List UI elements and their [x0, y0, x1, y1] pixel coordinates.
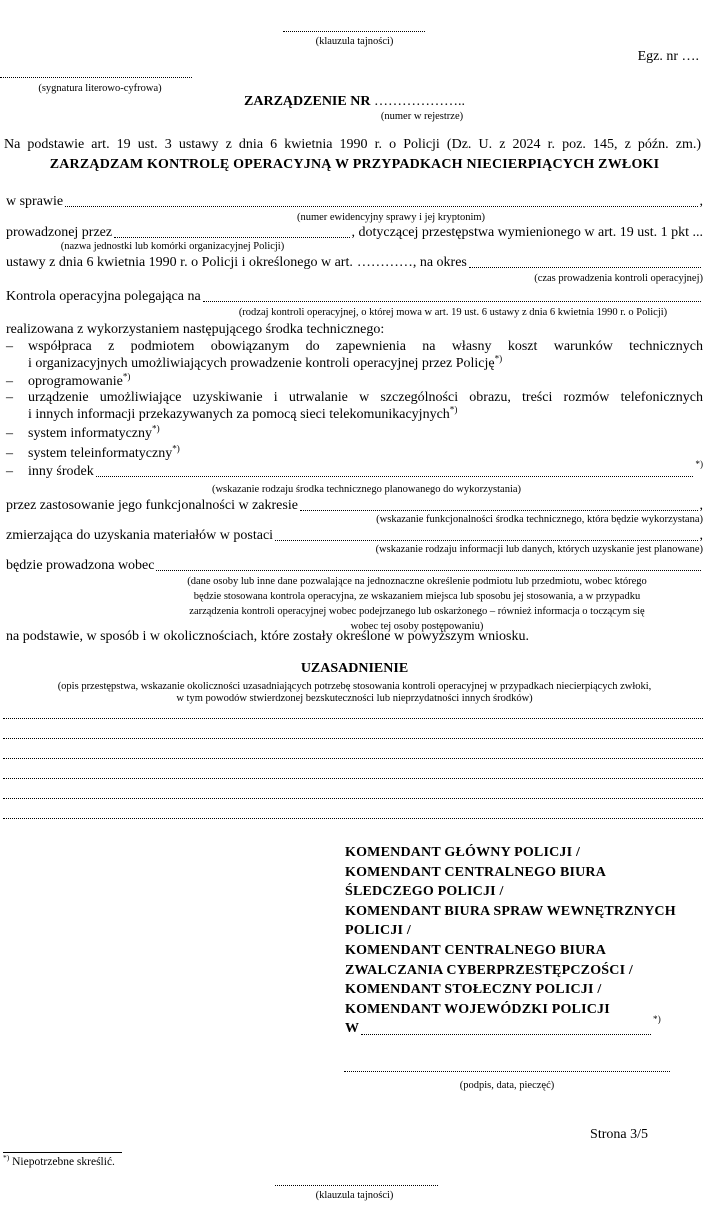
asterisk-mark: *) — [695, 459, 703, 469]
copy-number: Egz. nr …. — [637, 49, 699, 64]
fill-line — [3, 799, 703, 819]
signature-code-fill-line — [0, 77, 192, 78]
basis-closing: na podstawie, w sposób i w okolicznościach, które zostały określone w powyższym wniosku. — [6, 629, 529, 644]
page-number: Strona 3/5 — [590, 1127, 648, 1142]
dash-bullet: – — [6, 390, 13, 405]
means-teleinf-system: system teleinformatyczny — [28, 446, 173, 461]
case-label: w sprawie — [6, 194, 64, 209]
functionality-fill-line — [300, 510, 698, 511]
justification-fill-lines — [3, 699, 703, 819]
legal-basis: Na podstawie art. 19 ust. 3 ustawy z dnia 6 kwietnia 1990 r. o Policji (Dz. U. z 2024 r. poz. 145, z późn. zm.) — [4, 137, 701, 152]
signature-code-label: (sygnatura literowo-cyfrowa) — [38, 83, 162, 94]
act-period-fill-line — [469, 267, 701, 268]
functionality-hint: (wskazanie funkcjonalności środka technicznego, która będzie wykorzystana) — [376, 514, 703, 525]
signer-line: ŚLEDCZEGO POLICJI / — [345, 884, 504, 900]
materials-hint: (wskazanie rodzaju informacji lub danych, których uzyskanie jest planowane) — [375, 544, 703, 555]
act-article-row — [6, 255, 703, 271]
means-item-device — [6, 390, 703, 424]
means-other-label: inny środek — [28, 464, 94, 479]
act-period-label: , na okres — [412, 255, 467, 270]
asterisk-mark: *) — [172, 443, 180, 454]
materials-fill-line — [275, 540, 697, 541]
signer-location-fill-line — [361, 1034, 651, 1035]
justification-title: UZASADNIENIE — [300, 661, 409, 676]
means-item-teleinf-system — [6, 443, 703, 462]
fill-line — [3, 699, 703, 719]
means-other-fill-line — [96, 476, 694, 477]
signature-hint: (podpis, data, pieczęć) — [459, 1080, 555, 1091]
means-device-line1: urządzenie umożliwiające uzyskiwanie i utrwalanie w szczególności obrazu, treści rozmów telefonicznych — [28, 390, 703, 405]
subject-row — [6, 558, 703, 574]
signer-line: KOMENDANT BIURA SPRAW WEWNĘTRZNYCH — [345, 903, 676, 919]
subject-hint: (dane osoby lub inne dane pozwalające na jednoznaczne określenie podmiotu lub przedmiotu, wobec którego będzie stosowana kontrola operacyjna, ze wskazaniem miejsca lub sposobu jej stosowania, a w przypadku zarządzenia kontroli operacyjnej wobec podejrzanego lub oskarżonego – również informacja o toczącym się wobec tej osoby postępowaniu) — [187, 576, 647, 632]
means-device-line2: i innych informacji przekazywanych za pomocą sieci telekomunikacyjnych*) — [28, 404, 458, 422]
classification-fill-line-bottom — [275, 1185, 438, 1186]
asterisk-mark: *) — [122, 371, 131, 382]
functionality-comma: , — [699, 498, 703, 513]
dash-bullet: – — [6, 339, 13, 354]
justification-hint: (opis przestępstwa, wskazanie okoliczności uzasadniających potrzebę stosowania kontroli operacyjnej w przypadkach niecierpiących zwłoki, w tym powodów stwierdzonej bezskuteczności lub nieprzydatności innych środków) — [57, 681, 652, 704]
signature-fill-line — [344, 1071, 670, 1072]
materials-row — [6, 528, 703, 544]
signer-line: KOMENDANT STOŁECZNY POLICJI / — [345, 982, 602, 998]
ordinance-title-dots: ……………….. — [373, 94, 465, 109]
act-article-label: ustawy z dnia 6 kwietnia 1990 r. o Policji i określonego w art. — [6, 255, 353, 270]
control-type-label: Kontrola operacyjna polegająca na — [6, 289, 201, 304]
footnote: *) Niepotrzebne skreślić. — [3, 1153, 115, 1168]
functionality-label: przez zastosowanie jego funkcjonalności w zakresie — [6, 498, 298, 513]
materials-label: zmierzająca do uzyskania materiałów w postaci — [6, 528, 274, 543]
dash-bullet: – — [6, 426, 13, 441]
signer-line: KOMENDANT CENTRALNEGO BIURA — [345, 942, 607, 958]
fill-line — [3, 739, 703, 759]
signer-location-w: W — [345, 1021, 360, 1037]
control-type-hint: (rodzaj kontroli operacyjnej, o której mowa w art. 19 ust. 6 ustawy z dnia 6 kwietnia 1990 r. o Policji) — [238, 307, 668, 318]
conducted-by-row — [6, 225, 703, 241]
classification-fill-line — [283, 31, 425, 32]
act-period-hint: (czas prowadzenia kontroli operacyjnej) — [534, 273, 703, 284]
act-article-dots: ………… — [356, 255, 413, 270]
means-item-software — [6, 371, 703, 390]
subject-label: będzie prowadzona wobec — [6, 558, 155, 573]
dash-bullet: – — [6, 374, 13, 389]
fill-line — [3, 779, 703, 799]
asterisk-mark: *) — [3, 1153, 10, 1163]
dash-bullet: – — [6, 464, 13, 479]
case-comma: , — [699, 194, 703, 209]
asterisk-mark: *) — [152, 423, 160, 434]
asterisk-mark: *) — [653, 1014, 661, 1025]
means-it-system: system informatyczny — [28, 426, 153, 441]
fill-line — [3, 719, 703, 739]
conducted-by-hint: (nazwa jednostki lub komórki organizacyjnej Policji) — [60, 241, 285, 252]
case-field-row — [6, 194, 703, 210]
conducted-by-fill-line — [114, 237, 349, 238]
means-software: oprogramowanie — [28, 374, 123, 389]
control-type-fill-line — [203, 301, 701, 302]
ordinance-title-text: ZARZĄDZENIE NR — [244, 94, 371, 109]
means-cooperation-line2: i organizacyjnych umożliwiających prowadzenie kontroli operacyjnej przez Policję*) — [28, 353, 503, 371]
asterisk-mark: *) — [449, 404, 458, 415]
classification-label-bottom: (klauzula tajności) — [315, 1190, 394, 1201]
signer-line: KOMENDANT GŁÓWNY POLICJI / — [345, 845, 581, 860]
signer-location-row — [345, 1014, 661, 1039]
signer-line: POLICJI / — [345, 923, 411, 939]
order-heading: ZARZĄDZAM KONTROLĘ OPERACYJNĄ W PRZYPADKACH NIECIERPIĄCYCH ZWŁOKI — [49, 157, 660, 172]
conducted-by-tail: , dotyczącej przestępstwa wymienionego w art. 19 ust. 1 pkt ... — [351, 225, 703, 240]
signer-line: KOMENDANT WOJEWÓDZKI POLICJI — [345, 1001, 610, 1017]
means-other-hint: (wskazanie rodzaju środka technicznego planowanego do wykorzystania) — [211, 484, 522, 495]
means-cooperation-line1: współpraca z podmiotem obowiązanym do zapewnienia na własny koszt warunków technicznych — [28, 339, 703, 354]
register-number-label: (numer w rejestrze) — [380, 111, 464, 122]
footnote-rule — [3, 1152, 122, 1153]
dash-bullet: – — [6, 446, 13, 461]
fill-line — [3, 759, 703, 779]
materials-comma: , — [699, 528, 703, 543]
means-item-other — [6, 459, 703, 480]
means-item-cooperation — [6, 339, 703, 373]
signers-block — [345, 843, 690, 1039]
ordinance-title — [0, 94, 709, 110]
conducted-by-label: prowadzonej przez — [6, 225, 113, 240]
control-type-row — [6, 289, 703, 305]
classification-label: (klauzula tajności) — [315, 36, 394, 47]
signer-line: ZWALCZANIA CYBERPRZESTĘPCZOŚCI / — [345, 962, 634, 978]
case-hint: (numer ewidencyjny sprawy i jej kryptonim) — [296, 212, 486, 223]
signer-line: KOMENDANT CENTRALNEGO BIURA — [345, 864, 607, 880]
technical-means-intro: realizowana z wykorzystaniem następującego środka technicznego: — [6, 322, 385, 337]
subject-fill-line — [156, 570, 701, 571]
case-fill-line — [65, 206, 697, 207]
asterisk-mark: *) — [494, 353, 503, 364]
means-item-it-system — [6, 423, 703, 442]
functionality-row — [6, 498, 703, 514]
